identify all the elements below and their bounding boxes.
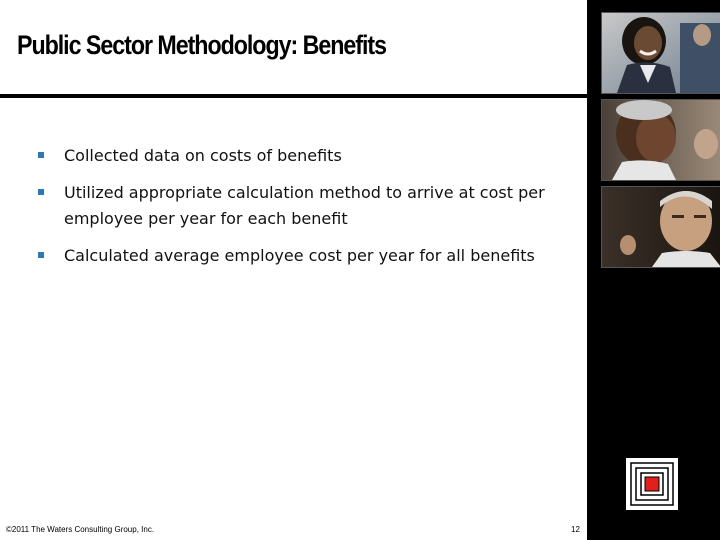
bullet-square-icon [38, 252, 44, 258]
bullet-item [38, 143, 568, 169]
slide-title: Public Sector Methodology: Benefits [17, 30, 386, 60]
bullet-item [38, 180, 568, 232]
bullet-text: Collected data on costs of benefits [64, 146, 342, 165]
bullet-list [38, 143, 568, 280]
bullet-item [38, 243, 568, 269]
title-divider [0, 94, 587, 98]
page-number: 12 [571, 525, 580, 534]
waters-consulting-logo-icon [624, 456, 680, 512]
man-portrait-photo [601, 186, 720, 268]
bullet-text: Calculated average employee cost per year for all benefits [64, 246, 535, 265]
woman-smiling-photo [601, 12, 720, 94]
bullet-square-icon [38, 189, 44, 195]
bullet-text: Utilized appropriate calculation method to arrive at cost per employee per year for each benefit [64, 183, 545, 228]
footer-copyright: ©2011 The Waters Consulting Group, Inc. [6, 525, 155, 534]
bullet-square-icon [38, 152, 44, 158]
man-profile-photo [601, 99, 720, 181]
